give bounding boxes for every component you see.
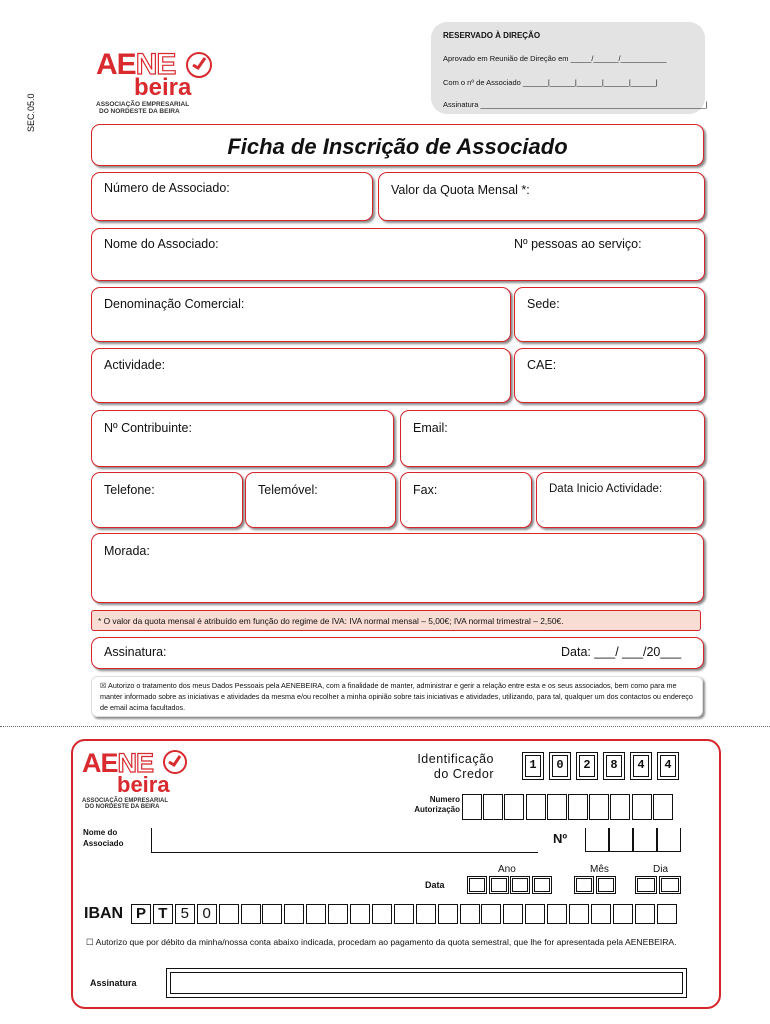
signature-label: Assinatura: [104, 645, 167, 659]
coupon-logo-tagline-1: ASSOCIAÇÃO EMPRESARIAL [82, 798, 169, 804]
signature-field[interactable] [91, 637, 704, 669]
iban-cell[interactable] [394, 904, 414, 924]
coupon-member-name-input[interactable] [151, 828, 538, 853]
trade-name-field[interactable] [91, 287, 511, 342]
creditor-id-label-1: Identificação [417, 752, 494, 766]
activity-start-date-field[interactable] [536, 472, 704, 528]
coupon-aenebeira-logo [82, 748, 202, 818]
authorization-number-cell[interactable] [526, 794, 546, 820]
reserved-member-number-line: Com o nº de Associado ______|______|______|______|______| [443, 78, 658, 87]
coupon-signature-label: Assinatura [90, 978, 137, 988]
phone-label: Telefone: [104, 483, 155, 497]
employees-label: Nº pessoas ao serviço: [514, 237, 642, 251]
fax-field[interactable] [400, 472, 532, 528]
coupon-member-number-cell[interactable] [609, 828, 633, 852]
date-day-cell[interactable] [635, 876, 657, 894]
monthly-fee-field[interactable] [378, 172, 705, 221]
member-number-label: Número de Associado: [104, 181, 230, 195]
address-field[interactable] [91, 533, 704, 603]
creditor-id-digit[interactable]: 4 [630, 752, 652, 780]
iban-cell[interactable]: T [153, 904, 173, 924]
authorization-number-cell[interactable] [610, 794, 630, 820]
reserved-direction-box [431, 22, 708, 114]
creditor-id-label-2: do Credor [433, 767, 494, 781]
logo-tagline-1: ASSOCIAÇÃO EMPRESARIAL [96, 101, 190, 108]
reserved-approved-line: Aprovado em Reunião de Direção em _____/______/___________ [443, 54, 667, 63]
creditor-id-digit[interactable]: 2 [576, 752, 598, 780]
date-year-cell[interactable] [467, 876, 487, 894]
form-title: Ficha de Inscrição de Associado [227, 134, 568, 159]
iban-cell[interactable] [635, 904, 655, 924]
authorization-number-cell[interactable] [653, 794, 673, 820]
coupon-member-name-label-2: Associado [83, 838, 124, 848]
headquarters-label: Sede: [527, 297, 560, 311]
coupon-logo-beira: beira [117, 772, 170, 797]
coupon-logo-check-icon [163, 750, 187, 774]
iban-cell[interactable] [241, 904, 261, 924]
iban-cell[interactable] [547, 904, 567, 924]
data-consent-text: ☒ Autorizo o tratamento dos meus Dados Pessoais pela AENEBEIRA, com a finalidade de manter, administrar e gerir a relação entre esta e os seus associados, bem como para me manter informado sobre as iniciativas e atividades da mesma e/ou recolher a minha opinião sobre tais iniciativas e atividades, utilizando, para tal, qualquer um dos contactos ou endereço de email acima facultados. [91, 676, 703, 717]
creditor-id-digit[interactable]: 8 [603, 752, 625, 780]
iban-cell[interactable] [569, 904, 589, 924]
coupon-member-number-cell[interactable] [585, 828, 609, 852]
monthly-fee-label: Valor da Quota Mensal *: [391, 183, 530, 197]
creditor-id-digit[interactable]: 1 [522, 752, 544, 780]
debit-authorization-text: ☐ Autorizo que por débito da minha/nossa conta abaixo indicada, procedam ao pagamento da quota semestral, que lhe for apresentada pela AENEBEIRA. [86, 937, 677, 947]
iban-cell[interactable] [525, 904, 545, 924]
address-label: Morada: [104, 544, 150, 558]
coupon-logo-ae: AE [82, 748, 118, 778]
authorization-number-cell[interactable] [483, 794, 503, 820]
reserved-title: RESERVADO À DIREÇÃO [443, 31, 541, 40]
trade-name-label: Denominação Comercial: [104, 297, 245, 311]
iban-cell[interactable] [503, 904, 523, 924]
form-title-box [91, 124, 704, 166]
year-label: Ano [498, 864, 516, 875]
coupon-signature-input[interactable] [166, 968, 687, 998]
authorization-number-cell[interactable] [568, 794, 588, 820]
phone-field[interactable] [91, 472, 243, 528]
document-code: SEC.05.0 [26, 93, 36, 132]
fee-note: * O valor da quota mensal é atribuído em função do regime de IVA: IVA normal mensal – 5,00€; IVA normal trimestral – 2,50€. [91, 610, 701, 631]
email-field[interactable] [400, 410, 705, 467]
reserved-signature-line: Assinatura ______________________________________________________| [443, 100, 708, 109]
iban-cell[interactable] [460, 904, 480, 924]
logo-tagline-2: DO NORDESTE DA BEIRA [99, 107, 180, 115]
coupon-date-label: Data [425, 880, 445, 890]
month-label: Mês [590, 864, 609, 875]
iban-label: IBAN [84, 905, 124, 922]
authorization-number-cell[interactable] [462, 794, 482, 820]
coupon-member-number-cell[interactable] [633, 828, 657, 852]
authorization-number-label-2: Autorização [414, 805, 460, 815]
iban-cell[interactable] [372, 904, 392, 924]
coupon-logo-tagline-2: DO NORDESTE DA BEIRA [85, 804, 160, 811]
iban-cell[interactable] [306, 904, 326, 924]
logo-ae: AE [96, 48, 136, 81]
iban-cell[interactable]: 0 [197, 904, 217, 924]
day-label: Dia [653, 864, 669, 875]
tax-number-field[interactable] [91, 410, 394, 467]
iban-cell[interactable] [438, 904, 458, 924]
date-year-cell[interactable] [532, 876, 552, 894]
creditor-id-digit[interactable]: 4 [657, 752, 679, 780]
date-year-cell[interactable] [510, 876, 530, 894]
date-day-cell[interactable] [659, 876, 681, 894]
iban-cell[interactable] [613, 904, 633, 924]
member-number-field[interactable] [91, 172, 373, 221]
coupon-member-number-label: Nº [553, 831, 568, 846]
coupon-logo-ne: NE [117, 748, 154, 778]
authorization-number-cell[interactable] [632, 794, 652, 820]
date-month-cell[interactable] [596, 876, 616, 894]
date-year-cell[interactable] [489, 876, 509, 894]
activity-start-date-label: Data Inicio Actividade: [549, 483, 663, 495]
iban-cell[interactable] [416, 904, 436, 924]
cut-line [0, 726, 770, 727]
headquarters-field[interactable] [514, 287, 705, 342]
logo-beira: beira [134, 74, 192, 101]
iban-cell[interactable] [350, 904, 370, 924]
iban-cell[interactable]: 5 [175, 904, 195, 924]
iban-cell[interactable] [284, 904, 304, 924]
creditor-id-digit[interactable]: 0 [549, 752, 571, 780]
tax-number-label: Nº Contribuinte: [104, 421, 192, 435]
cae-field[interactable] [514, 348, 705, 403]
authorization-number-cell[interactable] [589, 794, 609, 820]
iban-cell[interactable] [481, 904, 501, 924]
member-name-label: Nome do Associado: [104, 237, 219, 251]
activity-field[interactable] [91, 348, 511, 403]
iban-cell[interactable] [328, 904, 348, 924]
activity-label: Actividade: [104, 358, 166, 372]
aenebeira-logo [96, 48, 226, 118]
authorization-number-cell[interactable] [504, 794, 524, 820]
authorization-number-cell[interactable] [547, 794, 567, 820]
iban-cell[interactable] [591, 904, 611, 924]
iban-cell[interactable] [219, 904, 239, 924]
coupon-member-name-label-1: Nome do [83, 828, 118, 837]
member-name-field[interactable] [91, 228, 705, 281]
iban-cell[interactable]: P [131, 904, 151, 924]
iban-cell[interactable] [657, 904, 677, 924]
iban-cell[interactable] [262, 904, 282, 924]
logo-ne: NE [135, 48, 176, 81]
mobile-field[interactable] [245, 472, 396, 528]
authorization-number-label-1: Numero [429, 795, 460, 804]
date-month-cell[interactable] [574, 876, 594, 894]
fax-label: Fax: [413, 483, 438, 497]
coupon-member-number-cell[interactable] [657, 828, 681, 852]
date-label: Data: ___/ ___/20___ [561, 645, 682, 659]
cae-label: CAE: [527, 358, 557, 372]
email-label: Email: [413, 421, 448, 435]
mobile-label: Telemóvel: [258, 483, 318, 497]
